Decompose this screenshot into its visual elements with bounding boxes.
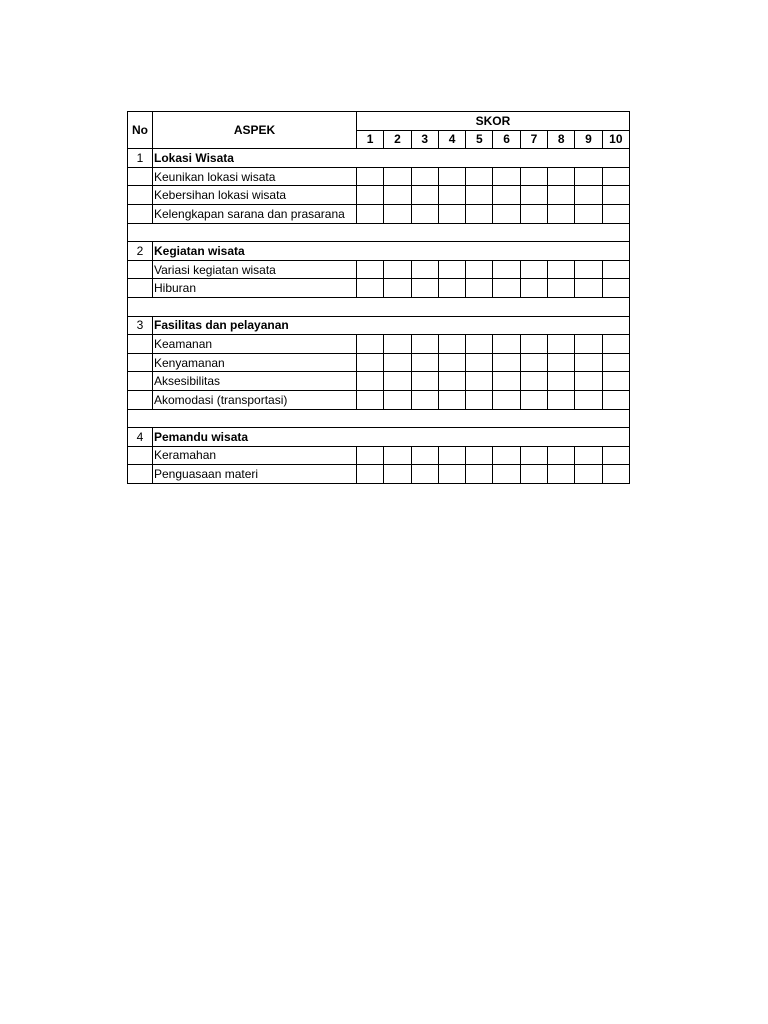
score-cell-2[interactable] [384,186,411,205]
score-cell-9[interactable] [575,390,602,409]
score-cell-2[interactable] [384,372,411,391]
score-cell-2[interactable] [384,353,411,372]
score-cell-6[interactable] [493,465,520,484]
score-cell-7[interactable] [520,279,547,298]
row-number-cell [128,260,153,279]
score-cell-4[interactable] [438,279,465,298]
score-cell-10[interactable] [602,390,629,409]
score-cell-4[interactable] [438,465,465,484]
score-cell-9[interactable] [575,204,602,223]
score-cell-2[interactable] [384,204,411,223]
score-cell-8[interactable] [548,446,575,465]
score-cell-4[interactable] [438,167,465,186]
score-cell-8[interactable] [548,390,575,409]
score-cell-8[interactable] [548,167,575,186]
score-cell-10[interactable] [602,335,629,354]
aspect-label: Hiburan [153,279,357,298]
category-number: 4 [128,428,153,447]
score-cell-5[interactable] [466,372,493,391]
table-body [128,149,630,484]
score-cell-1[interactable] [357,279,384,298]
score-cell-1[interactable] [357,167,384,186]
row-number-cell [128,372,153,391]
score-cell-9[interactable] [575,446,602,465]
score-cell-5[interactable] [466,353,493,372]
score-cell-7[interactable] [520,167,547,186]
spacer-cell [128,223,630,242]
score-cell-6[interactable] [493,390,520,409]
score-cell-1[interactable] [357,465,384,484]
score-cell-1[interactable] [357,204,384,223]
score-cell-8[interactable] [548,260,575,279]
aspect-row [128,465,630,484]
spacer-row [128,223,630,242]
row-number-cell [128,186,153,205]
score-cell-10[interactable] [602,465,629,484]
score-cell-3[interactable] [411,390,438,409]
score-header-4: 4 [438,130,465,149]
aspect-label: Kelengkapan sarana dan prasarana [153,204,357,223]
category-row [128,316,630,335]
score-cell-6[interactable] [493,372,520,391]
score-cell-6[interactable] [493,167,520,186]
score-cell-5[interactable] [466,260,493,279]
aspect-row [128,390,630,409]
score-cell-10[interactable] [602,260,629,279]
score-cell-1[interactable] [357,446,384,465]
aspect-row [128,353,630,372]
score-cell-8[interactable] [548,372,575,391]
spacer-cell [128,409,630,428]
score-cell-6[interactable] [493,353,520,372]
score-cell-3[interactable] [411,446,438,465]
score-cell-8[interactable] [548,279,575,298]
score-cell-9[interactable] [575,167,602,186]
score-cell-4[interactable] [438,372,465,391]
aspect-row [128,335,630,354]
score-cell-4[interactable] [438,186,465,205]
score-cell-7[interactable] [520,186,547,205]
aspect-label: Kebersihan lokasi wisata [153,186,357,205]
category-row [128,242,630,261]
aspect-row [128,446,630,465]
score-cell-5[interactable] [466,204,493,223]
header-skor: SKOR [357,112,630,131]
aspect-row [128,279,630,298]
score-cell-1[interactable] [357,353,384,372]
score-cell-7[interactable] [520,260,547,279]
row-number-cell [128,446,153,465]
score-cell-8[interactable] [548,186,575,205]
category-number: 2 [128,242,153,261]
score-cell-3[interactable] [411,204,438,223]
aspect-row [128,372,630,391]
spacer-row [128,297,630,316]
score-cell-2[interactable] [384,446,411,465]
score-cell-8[interactable] [548,353,575,372]
score-cell-8[interactable] [548,335,575,354]
category-number: 1 [128,149,153,168]
score-cell-2[interactable] [384,279,411,298]
score-cell-7[interactable] [520,390,547,409]
aspect-label: Kenyamanan [153,353,357,372]
score-cell-10[interactable] [602,279,629,298]
score-cell-1[interactable] [357,372,384,391]
score-table [127,111,630,484]
score-cell-3[interactable] [411,465,438,484]
score-cell-3[interactable] [411,186,438,205]
score-cell-9[interactable] [575,372,602,391]
score-cell-4[interactable] [438,353,465,372]
score-cell-7[interactable] [520,353,547,372]
row-number-cell [128,204,153,223]
score-cell-5[interactable] [466,335,493,354]
score-cell-4[interactable] [438,446,465,465]
score-cell-6[interactable] [493,335,520,354]
header-row-top [128,112,630,131]
score-cell-8[interactable] [548,465,575,484]
row-number-cell [128,335,153,354]
row-number-cell [128,353,153,372]
score-cell-3[interactable] [411,353,438,372]
category-title: Fasilitas dan pelayanan [153,316,630,335]
score-cell-4[interactable] [438,204,465,223]
aspect-label: Keunikan lokasi wisata [153,167,357,186]
aspect-row [128,167,630,186]
score-cell-3[interactable] [411,335,438,354]
score-cell-5[interactable] [466,446,493,465]
score-cell-2[interactable] [384,167,411,186]
score-cell-7[interactable] [520,446,547,465]
score-cell-1[interactable] [357,335,384,354]
score-cell-9[interactable] [575,465,602,484]
score-cell-4[interactable] [438,260,465,279]
score-cell-5[interactable] [466,186,493,205]
score-cell-6[interactable] [493,204,520,223]
category-row [128,149,630,168]
score-header-5: 5 [466,130,493,149]
score-cell-3[interactable] [411,167,438,186]
score-cell-1[interactable] [357,260,384,279]
score-cell-5[interactable] [466,465,493,484]
header-aspek: ASPEK [153,112,357,149]
aspect-label: Variasi kegiatan wisata [153,260,357,279]
score-cell-6[interactable] [493,279,520,298]
score-header-2: 2 [384,130,411,149]
score-cell-10[interactable] [602,204,629,223]
score-cell-6[interactable] [493,186,520,205]
score-cell-7[interactable] [520,465,547,484]
row-number-cell [128,390,153,409]
score-cell-9[interactable] [575,260,602,279]
category-title: Kegiatan wisata [153,242,630,261]
score-cell-7[interactable] [520,372,547,391]
row-number-cell [128,279,153,298]
aspect-row [128,260,630,279]
score-header-3: 3 [411,130,438,149]
score-header-8: 8 [548,130,575,149]
header-no: No [128,112,153,149]
score-cell-5[interactable] [466,279,493,298]
score-cell-9[interactable] [575,186,602,205]
category-title: Lokasi Wisata [153,149,630,168]
score-cell-9[interactable] [575,279,602,298]
row-number-cell [128,465,153,484]
score-cell-3[interactable] [411,372,438,391]
category-row [128,428,630,447]
score-cell-2[interactable] [384,260,411,279]
score-cell-4[interactable] [438,390,465,409]
score-cell-3[interactable] [411,260,438,279]
score-header-7: 7 [520,130,547,149]
score-cell-10[interactable] [602,167,629,186]
score-header-6: 6 [493,130,520,149]
aspect-label: Akomodasi (transportasi) [153,390,357,409]
score-cell-9[interactable] [575,353,602,372]
aspect-row [128,204,630,223]
aspect-label: Penguasaan materi [153,465,357,484]
score-cell-4[interactable] [438,335,465,354]
row-number-cell [128,167,153,186]
score-cell-1[interactable] [357,186,384,205]
category-number: 3 [128,316,153,335]
score-cell-6[interactable] [493,260,520,279]
spacer-row [128,409,630,428]
score-cell-7[interactable] [520,204,547,223]
score-header-10: 10 [602,130,629,149]
score-cell-2[interactable] [384,335,411,354]
category-title: Pemandu wisata [153,428,630,447]
score-header-1: 1 [357,130,384,149]
score-cell-10[interactable] [602,186,629,205]
score-cell-2[interactable] [384,390,411,409]
score-cell-8[interactable] [548,204,575,223]
aspect-label: Keramahan [153,446,357,465]
score-cell-3[interactable] [411,279,438,298]
score-cell-10[interactable] [602,372,629,391]
score-cell-9[interactable] [575,335,602,354]
score-cell-6[interactable] [493,446,520,465]
aspect-row [128,186,630,205]
aspect-label: Keamanan [153,335,357,354]
score-cell-10[interactable] [602,353,629,372]
score-cell-7[interactable] [520,335,547,354]
score-cell-5[interactable] [466,390,493,409]
aspect-label: Aksesibilitas [153,372,357,391]
score-cell-10[interactable] [602,446,629,465]
score-header-9: 9 [575,130,602,149]
score-cell-2[interactable] [384,465,411,484]
score-cell-5[interactable] [466,167,493,186]
spacer-cell [128,297,630,316]
score-cell-1[interactable] [357,390,384,409]
